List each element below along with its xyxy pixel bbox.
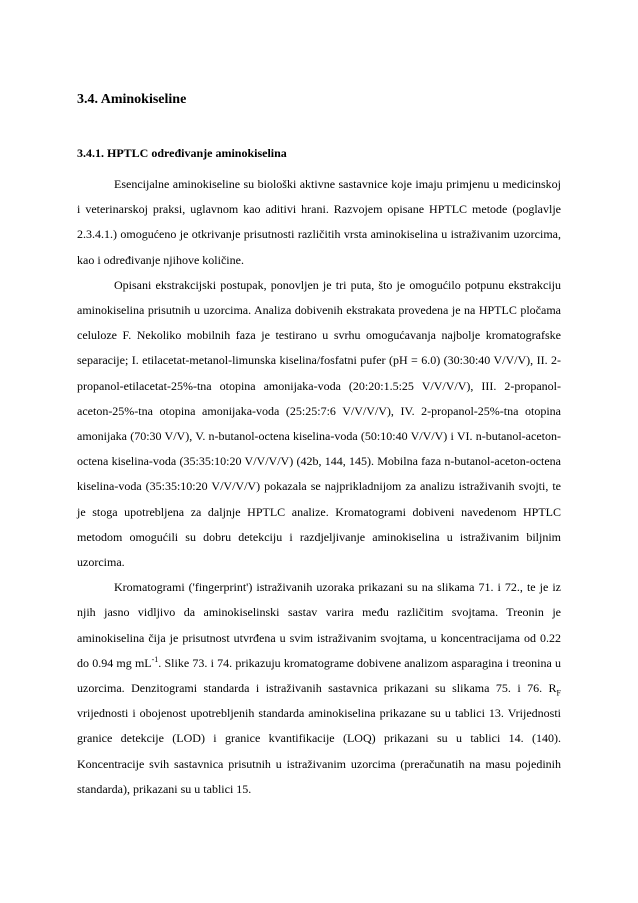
paragraph-chromatograms-text-1: Kromatogrami ('fingerprint') istraživanih uzoraka prikazani su na slikama 71. i 72., te je iz njih jasno vidljivo da aminokiselinski sastav varira među različitim svojtama. Treonin je aminokiselina čija je prisutnost utvrđena u svim istraživanim svojtama, u koncentracijama od 0.22 do 0.94 mg mL [77, 580, 561, 670]
paragraph-chromatograms-text-2: . Slike 73. i 74. prikazuju kromatograme dobivene analizom asparagina i treonina u uzorcima. Denzitogrami standarda i istraživanih sastavnica prikazani su slikama 75. i 76. R [77, 655, 561, 696]
body-text [77, 172, 561, 802]
subsection-heading: 3.4.1. HPTLC određivanje aminokiselina [77, 146, 287, 160]
subscript-f: F [556, 688, 561, 698]
superscript-exponent: -1 [151, 654, 159, 664]
paragraph-intro: Esencijalne aminokiseline su biološki aktivne sastavnice koje imaju primjenu u medicinskoj i veterinarskoj praksi, uglavnom kao aditivi hrani. Razvojem opisane HPTLC metode (poglavlje 2.3.4.1.) omogućeno je otkrivanje prisutnosti različitih vrsta aminokiselina u istraživanim uzorcima, kao i određivanje njihove količine. [77, 177, 561, 267]
paragraph-chromatograms-text-3: vrijednosti i obojenost upotrebljenih standarda aminokiselina prikazane su u tablici 13. Vrijednosti granice detekcije (LOD) i granice kvantifikacije (LOQ) prikazani su u tablici 14. (140). Koncentracije svih sastavnica prisutnih u istraživanim uzorcima (preračunatih na masu pojedinih standarda), prikazani su u tablici 15. [77, 706, 561, 796]
section-heading: 3.4. Aminokiseline [77, 92, 187, 107]
paragraph-chromatograms [77, 575, 561, 802]
paragraph-extraction: Opisani ekstrakcijski postupak, ponovljen je tri puta, što je omogućilo potpunu ekstrakciju aminokiselina prisutnih u uzorcima. Analiza dobivenih ekstrakata provedena je na HPTLC pločama celuloze F. Nekoliko mobilnih faza je testirano u svrhu omogućavanja najbolje kromatografske separacije; I. etilacetat-metanol-limunska kiselina/fosfatni pufer (pH = 6.0) (30:30:40 V/V/V), II. 2-propanol-etilacetat-25%-tna otopina amonijaka-voda (20:20:1.5:25 V/V/V/V), III. 2-propanol-aceton-25%-tna otopina amonijaka-voda (25:25:7:6 V/V/V/V), IV. 2-propanol-25%-tna otopina amonijaka (70:30 V/V), V. n-butanol-octena kiselina-voda (50:10:40 V/V/V) i VI. n-butanol-aceton-octena kiselina-voda (35:35:10:20 V/V/V/V) (42b, 144, 145). Mobilna faza n-butanol-aceton-octena kiselina-voda (35:35:10:20 V/V/V/V) pokazala se najprikladnijom za analizu istraživanih svojti, te je stoga upotrebljena za daljnje HPTLC analize. Kromatogrami dobiveni navedenom HPTLC metodom omogućili su dobru detekciju i razdjeljivanje aminokiselina u istraživanim biljnim uzorcima. [77, 277, 561, 570]
